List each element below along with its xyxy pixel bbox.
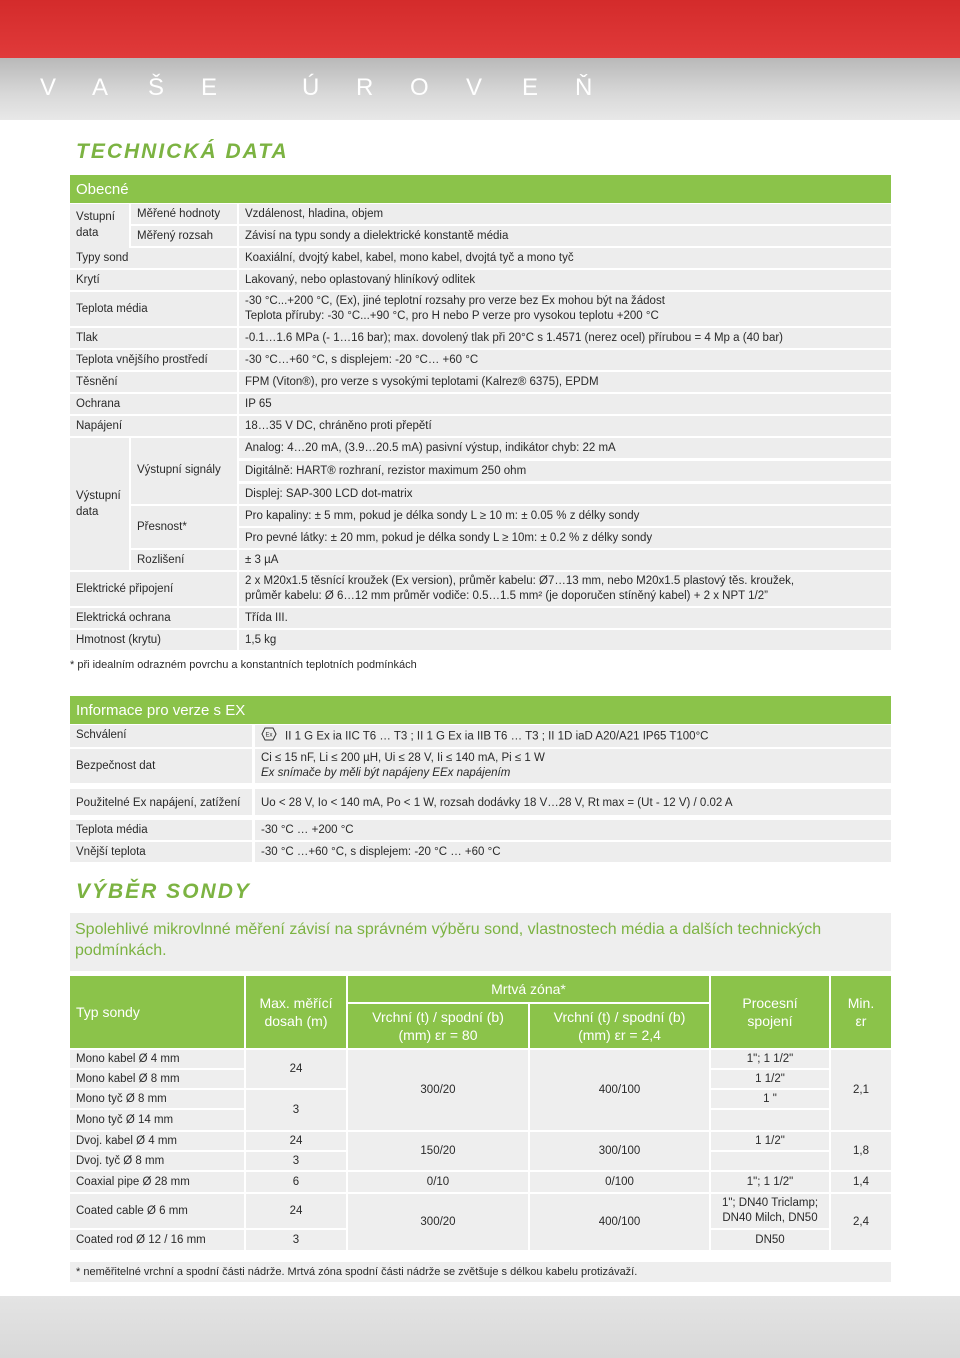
value-presnost-liquids: Pro kapaliny: ± 5 mm, pokud je délka sondy L ≥ 10 m: ± 0.05 % z délky sondy bbox=[239, 506, 891, 526]
header-letter: A bbox=[92, 74, 109, 101]
probe-type: Coaxial pipe Ø 28 mm bbox=[70, 1172, 244, 1192]
label-mereny-rozsah: Měřený rozsah bbox=[131, 226, 237, 246]
bottom-texture-band bbox=[0, 1296, 960, 1358]
probe-type: Mono kabel Ø 4 mm bbox=[70, 1050, 244, 1068]
value-tesneni: FPM (Viton®), pro verze s vysokými teplotami (Kalrez® 6375), EPDM bbox=[239, 372, 891, 392]
bezpecnost-line1: Ci ≤ 15 nF, Li ≤ 200 µH, Ui ≤ 28 V, Ii ≤ 140 mA, Pi ≤ 1 W bbox=[261, 752, 545, 764]
probe-selection-title: VÝBĚR SONDY bbox=[76, 880, 251, 903]
probe-max-range: 3 bbox=[246, 1090, 346, 1130]
label-el-pripojeni: Elektrické připojení bbox=[70, 572, 237, 606]
probe-type: Dvoj. kabel Ø 4 mm bbox=[70, 1132, 244, 1150]
header-letter: V bbox=[40, 74, 57, 101]
label-kryti: Krytí bbox=[70, 270, 237, 290]
probe-max-range: 24 bbox=[246, 1050, 346, 1088]
probe-process-connection: 1"; DN40 Triclamp; DN40 Milch, DN50 bbox=[711, 1194, 829, 1228]
label-schvaleni: Schválení bbox=[70, 725, 252, 747]
th-min-er: Min. εr bbox=[831, 976, 891, 1048]
label-rozliseni: Rozlišení bbox=[131, 550, 237, 570]
svg-text:Ex: Ex bbox=[265, 732, 273, 739]
value-bezpecnost bbox=[255, 749, 891, 783]
value-typy-sond: Koaxiální, dvojtý kabel, kabel, mono kabel, dvojtá tyč a mono tyč bbox=[239, 248, 891, 268]
probe-type: Mono kabel Ø 8 mm bbox=[70, 1070, 244, 1088]
probe-type: Dvoj. tyč Ø 8 mm bbox=[70, 1152, 244, 1170]
probe-type: Coated rod Ø 12 / 16 mm bbox=[70, 1230, 244, 1250]
value-teplota-okoli: -30 °C…+60 °C, s displejem: -20 °C… +60 °C bbox=[239, 350, 891, 370]
probe-process-connection: 1 1/2" bbox=[711, 1070, 829, 1088]
ex-hexagon-icon bbox=[261, 727, 277, 746]
teplota-media-line2: Teplota příruby: -30 °C...+90 °C, pro H nebo P verze pro vysokou teplotu +200 °C bbox=[245, 310, 659, 322]
value-ex-napajeni: Uo < 28 V, Io < 140 mA, Po < 1 W, rozsah dodávky 18 V…28 V, Rt max = (Ut - 12 V) / 0.02 A bbox=[255, 789, 891, 815]
label-vystupni-signaly: Výstupní signály bbox=[131, 438, 237, 504]
th-procesni-spojeni: Procesní spojení bbox=[711, 976, 829, 1048]
section-ex-header: Informace pro verze s EX bbox=[70, 696, 891, 724]
probe-deadzone-24: 300/100 bbox=[530, 1132, 709, 1170]
probe-type: Mono tyč Ø 14 mm bbox=[70, 1110, 244, 1130]
value-schvaleni bbox=[255, 725, 891, 747]
header-letter: R bbox=[356, 74, 374, 101]
section-general-header: Obecné bbox=[70, 175, 891, 203]
value-analog: Analog: 4…20 mA, (3.9…20.5 mA) pasivní výstup, indikátor chyb: 22 mA bbox=[239, 438, 891, 458]
header-letter: O bbox=[410, 74, 429, 101]
probe-deadzone-80: 0/10 bbox=[348, 1172, 528, 1192]
tech-data-title: TECHNICKÁ DATA bbox=[76, 140, 289, 163]
th-mrtva-24: Vrchní (t) / spodní (b) (mm) εr = 2,4 bbox=[530, 1004, 709, 1048]
probe-deadzone-24: 400/100 bbox=[530, 1050, 709, 1130]
label-hmotnost: Hmotnost (krytu) bbox=[70, 630, 237, 650]
probe-deadzone-24: 0/100 bbox=[530, 1172, 709, 1192]
probe-max-range: 24 bbox=[246, 1132, 346, 1150]
value-napajeni: 18…35 V DC, chráněno proti přepětí bbox=[239, 416, 891, 436]
label-vystupni-data: Výstupní data bbox=[70, 438, 129, 570]
probe-deadzone-80: 300/20 bbox=[348, 1050, 528, 1130]
probe-type: Coated cable Ø 6 mm bbox=[70, 1194, 244, 1228]
header-letter: E bbox=[201, 74, 218, 101]
value-ex-teplota-media: -30 °C … +200 °C bbox=[255, 820, 891, 840]
value-displej: Displej: SAP-300 LCD dot-matrix bbox=[239, 484, 891, 504]
label-napajeni: Napájení bbox=[70, 416, 237, 436]
th-max-dosah: Max. měřící dosah (m) bbox=[246, 976, 346, 1048]
teplota-media-line1: -30 °C...+200 °C, (Ex), jiné teplotní rozsahy pro verze bez Ex mohou být na žádost bbox=[245, 295, 665, 307]
el-pripojeni-line1: 2 x M20x1.5 těsnící kroužek (Ex version), průměr kabelu: Ø7…13 mm, nebo M20x1.5 plastový těs. kroužek, bbox=[245, 575, 795, 587]
probe-process-connection-empty bbox=[711, 1152, 829, 1170]
probe-footnote: * neměřitelné vrchní a spodní části nádrže. Mrtvá zóna spodní části nádrže se zvětšuje s délkou kabelu protizávaží. bbox=[70, 1262, 891, 1282]
probe-max-range: 3 bbox=[246, 1152, 346, 1170]
label-tesneni: Těsnění bbox=[70, 372, 237, 392]
value-ochrana: IP 65 bbox=[239, 394, 891, 414]
value-teplota-media bbox=[239, 292, 891, 326]
header-letter: V bbox=[466, 74, 483, 101]
value-mereny-rozsah: Závisí na typu sondy a dielektrické konstantě média bbox=[239, 226, 891, 246]
value-presnost-solids: Pro pevné látky: ± 20 mm, pokud je délka sondy L ≥ 10m: ± 0.2 % z délky sondy bbox=[239, 528, 891, 548]
probe-process-connection-empty bbox=[711, 1110, 829, 1130]
label-teplota-okoli: Teplota vnějšího prostředí bbox=[70, 350, 237, 370]
value-merene-hodnoty: Vzdálenost, hladina, objem bbox=[239, 204, 891, 224]
label-typy-sond: Typy sond bbox=[70, 248, 237, 268]
probe-min-er: 1,4 bbox=[831, 1172, 891, 1192]
top-red-band bbox=[0, 0, 960, 58]
probe-deadzone-80: 150/20 bbox=[348, 1132, 528, 1170]
tech-footnote: * při idealním odrazném povrchu a konstantních teplotních podmínkách bbox=[70, 659, 417, 671]
schvaleni-text: II 1 G Ex ia IIC T6 … T3 ; II 1 G Ex ia IIB T6 … T3 ; II 1D iaD A20/A21 IP65 T100°C bbox=[285, 730, 709, 743]
th-mrtva-80: Vrchní (t) / spodní (b) (mm) εr = 80 bbox=[348, 1004, 528, 1048]
label-ochrana: Ochrana bbox=[70, 394, 237, 414]
probe-process-connection: DN50 bbox=[711, 1230, 829, 1250]
label-ex-teplota-media: Teplota média bbox=[70, 820, 252, 840]
header-letter: E bbox=[522, 74, 539, 101]
el-pripojeni-line2: průměr kabelu: Ø 6…12 mm průměr vodiče: 0.5…1.5 mm² (je doporučen stíněný kabel) + 2 x NPT 1/2” bbox=[245, 590, 768, 602]
probe-max-range: 3 bbox=[246, 1230, 346, 1250]
th-mrtva-zona: Mrtvá zóna* bbox=[348, 976, 709, 1002]
label-presnost: Přesnost* bbox=[131, 506, 237, 548]
label-tlak: Tlak bbox=[70, 328, 237, 348]
value-digital: Digitálně: HART® rozhraní, rezistor maximum 250 ohm bbox=[239, 461, 891, 481]
header-letter: Ň bbox=[575, 74, 593, 101]
probe-intro-text: Spolehlivé mikrovlnné měření závisí na správném výběru sond, vlastnostech média a dalších technických podmínkách. bbox=[70, 913, 891, 971]
probe-max-range: 6 bbox=[246, 1172, 346, 1192]
label-vstupni-data: Vstupní data bbox=[70, 204, 129, 248]
value-el-ochrana: Třída III. bbox=[239, 608, 891, 628]
header-band bbox=[0, 58, 960, 120]
label-merene-hodnoty: Měřené hodnoty bbox=[131, 204, 237, 224]
value-tlak: -0.1…1.6 MPa (- 1…16 bar); max. dovolený tlak při 20°C s 1.4571 (nerez ocel) přírubou = 4 Mp a (40 bar) bbox=[239, 328, 891, 348]
probe-process-connection: 1 " bbox=[711, 1090, 829, 1108]
probe-max-range: 24 bbox=[246, 1194, 346, 1228]
value-hmotnost: 1,5 kg bbox=[239, 630, 891, 650]
probe-min-er: 2,4 bbox=[831, 1194, 891, 1250]
probe-deadzone-24: 400/100 bbox=[530, 1194, 709, 1250]
probe-deadzone-80: 300/20 bbox=[348, 1194, 528, 1250]
label-teplota-media: Teplota média bbox=[70, 292, 237, 326]
bezpecnost-line2: Ex snímače by měli být napájeny EEx napájením bbox=[261, 767, 511, 779]
probe-process-connection: 1"; 1 1/2" bbox=[711, 1172, 829, 1192]
probe-min-er: 2,1 bbox=[831, 1050, 891, 1130]
label-bezpecnost: Bezpečnost dat bbox=[70, 749, 252, 783]
probe-type: Mono tyč Ø 8 mm bbox=[70, 1090, 244, 1108]
probe-process-connection: 1 1/2" bbox=[711, 1132, 829, 1150]
label-vnejsi-teplota: Vnější teplota bbox=[70, 842, 252, 862]
probe-min-er: 1,8 bbox=[831, 1132, 891, 1170]
th-typ-sondy: Typ sondy bbox=[70, 976, 244, 1048]
header-letter: Ú bbox=[302, 74, 320, 101]
value-kryti: Lakovaný, nebo oplastovaný hliníkový odlitek bbox=[239, 270, 891, 290]
label-el-ochrana: Elektrická ochrana bbox=[70, 608, 237, 628]
value-rozliseni: ± 3 µA bbox=[239, 550, 891, 570]
label-ex-napajeni: Použitelné Ex napájení, zatížení bbox=[70, 789, 252, 815]
header-letter: Š bbox=[148, 74, 165, 101]
probe-process-connection: 1"; 1 1/2" bbox=[711, 1050, 829, 1068]
value-el-pripojeni bbox=[239, 572, 891, 606]
value-vnejsi-teplota: -30 °C …+60 °C, s displejem: -20 °C … +60 °C bbox=[255, 842, 891, 862]
